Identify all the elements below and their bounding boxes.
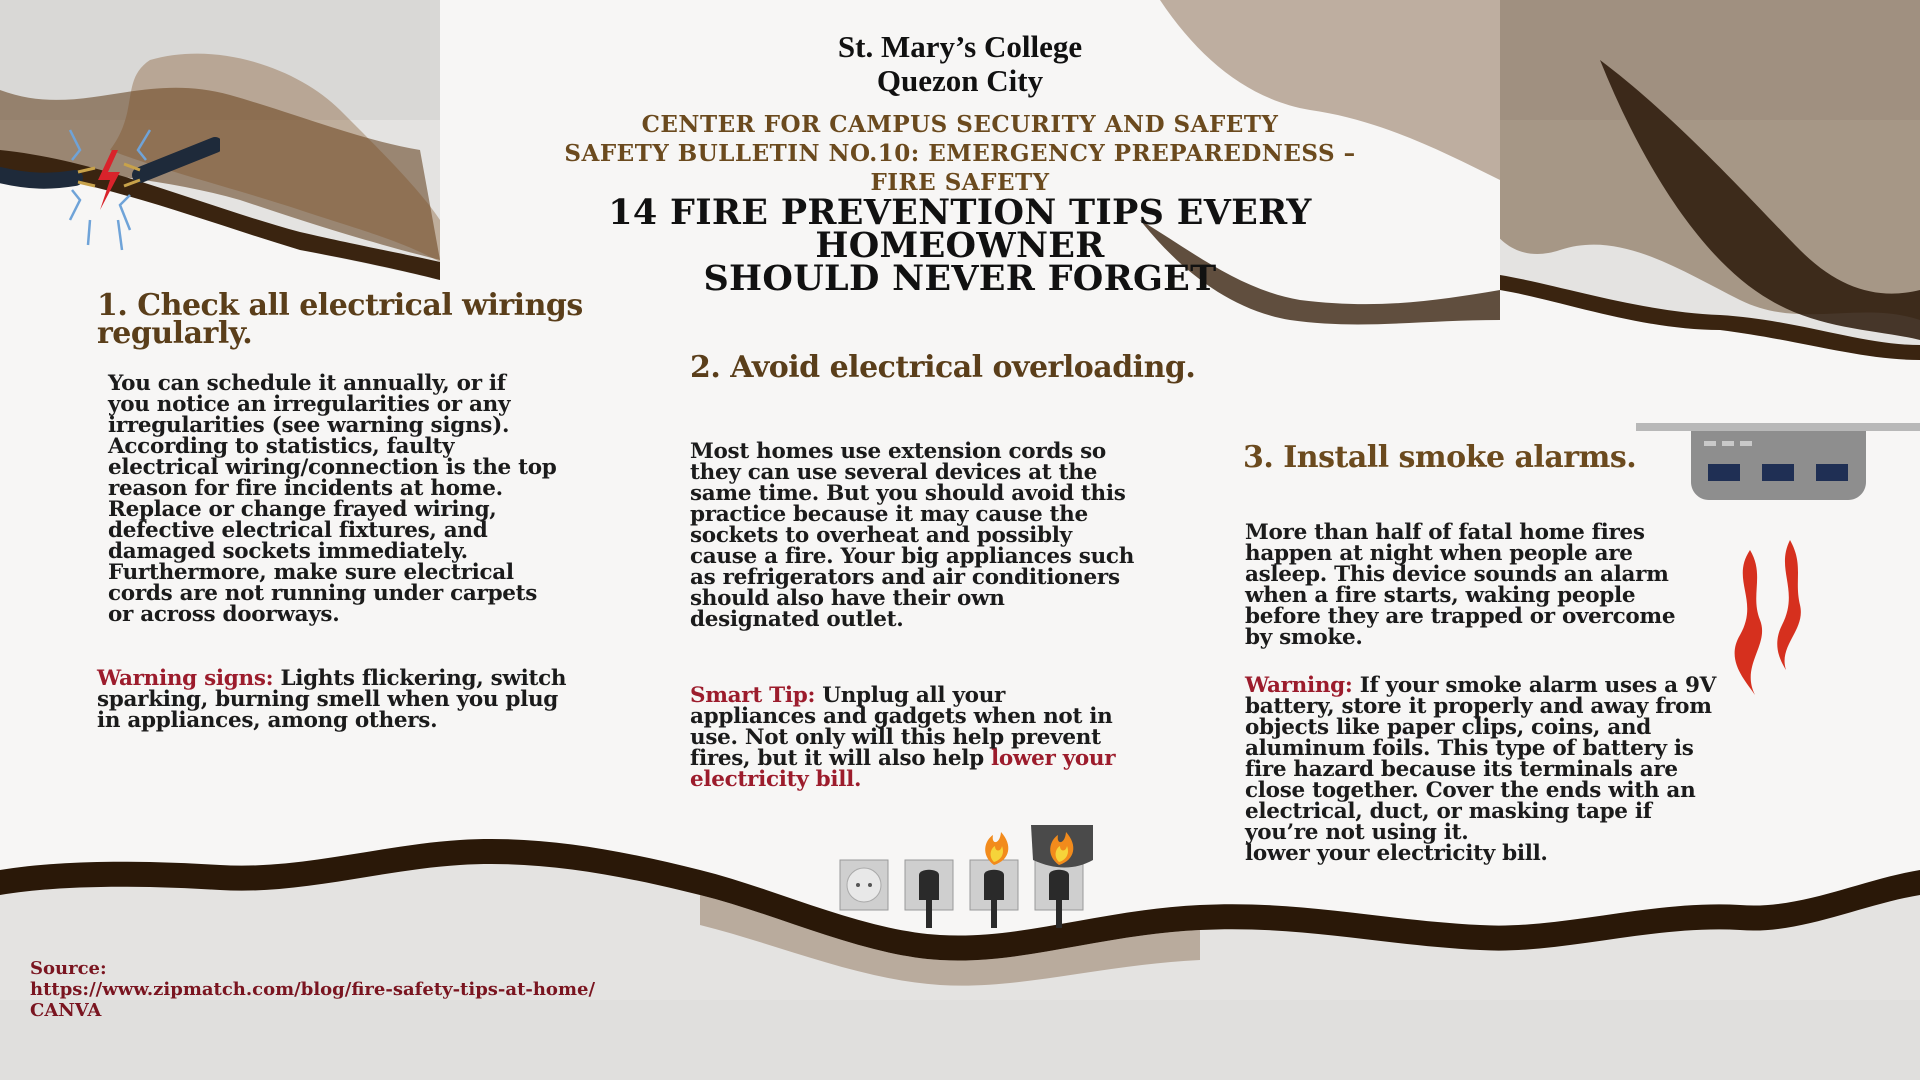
tip-3-body xyxy=(1245,522,1725,648)
page-title xyxy=(460,192,1460,299)
note-line: battery, store it properly and away from xyxy=(1245,694,1712,719)
title-line-2: SHOULD NEVER FORGET xyxy=(703,258,1217,299)
body-line: as refrigerators and air conditioners xyxy=(690,565,1120,590)
tip-3-heading: 3. Install smoke alarms. xyxy=(1243,440,1637,475)
note-line: fires, but it will also help xyxy=(690,746,991,771)
college-name: St. Mary’s College xyxy=(837,29,1083,64)
college-city: Quezon City xyxy=(876,63,1044,98)
note-line: you’re not using it. xyxy=(1245,820,1469,845)
note-line: aluminum foils. This type of battery is xyxy=(1245,736,1694,761)
college-header xyxy=(460,30,1460,98)
body-line: You can schedule it annually, or if xyxy=(108,371,506,396)
note-line: Lights flickering, switch xyxy=(273,666,567,691)
heat-wave-icon xyxy=(1720,540,1810,700)
body-line: you notice an irregularities or any xyxy=(108,392,511,417)
body-line: defective electrical fixtures, and xyxy=(108,518,488,543)
smoke-alarm-icon xyxy=(1636,420,1920,510)
body-line: when a fire starts, waking people xyxy=(1245,583,1636,608)
note-line: electrical, duct, or masking tape if xyxy=(1245,799,1652,824)
note-line: appliances and gadgets when not in xyxy=(690,704,1113,729)
source-url[interactable]: https://www.zipmatch.com/blog/fire-safety-tips-at-home/ xyxy=(30,979,596,1000)
tip-1-warning xyxy=(97,668,597,731)
body-line: or across doorways. xyxy=(108,602,340,627)
tip-2-smart-tip xyxy=(690,685,1160,790)
body-line: irregularities (see warning signs). xyxy=(108,413,510,438)
overloaded-sockets-icon xyxy=(835,820,1100,940)
body-line: designated outlet. xyxy=(690,607,904,632)
body-line: According to statistics, faulty xyxy=(108,434,455,459)
body-line: Furthermore, make sure electrical xyxy=(108,560,514,585)
tip-1-heading-line: regularly. xyxy=(97,316,253,351)
note-line: If your smoke alarm uses a 9V xyxy=(1352,673,1717,698)
note-line: close together. Cover the ends with an xyxy=(1245,778,1696,803)
body-line: before they are trapped or overcome xyxy=(1245,604,1676,629)
body-line: damaged sockets immediately. xyxy=(108,539,468,564)
body-line: Most homes use extension cords so xyxy=(690,439,1106,464)
note-line: use. Not only will this help prevent xyxy=(690,725,1101,750)
note-highlight: lower your xyxy=(990,746,1116,771)
body-line: they can use several devices at the xyxy=(690,460,1097,485)
note-line: fire hazard because its terminals are xyxy=(1245,757,1678,782)
body-line: electrical wiring/connection is the top xyxy=(108,455,557,480)
tip-1-heading-line: 1. Check all electrical wirings xyxy=(97,288,583,323)
source-citation xyxy=(30,958,595,1021)
tip-1-body xyxy=(108,373,568,625)
body-line: Replace or change frayed wiring, xyxy=(108,497,497,522)
warning-label: Warning: xyxy=(1245,673,1353,698)
body-line: reason for fire incidents at home. xyxy=(108,476,503,501)
note-line: in appliances, among others. xyxy=(97,708,438,733)
bulletin-header xyxy=(460,110,1460,197)
source-label: Source: xyxy=(30,958,107,979)
body-line: by smoke. xyxy=(1245,625,1363,650)
warning-label: Warning signs: xyxy=(97,666,274,691)
body-line: asleep. This device sounds an alarm xyxy=(1245,562,1669,587)
body-line: cause a fire. Your big appliances such xyxy=(690,544,1135,569)
tip-2-body xyxy=(690,441,1160,630)
source-credit: CANVA xyxy=(30,1000,102,1021)
tip-2-heading: 2. Avoid electrical overloading. xyxy=(690,350,1196,385)
note-line: Unplug all your xyxy=(815,683,1006,708)
body-line: cords are not running under carpets xyxy=(108,581,538,606)
note-line: lower your electricity bill. xyxy=(1245,841,1548,866)
tip-3-warning xyxy=(1245,675,1745,864)
note-line: sparking, burning smell when you plug xyxy=(97,687,559,712)
bulletin-topic: FIRE SAFETY xyxy=(870,169,1050,196)
note-highlight: electricity bill. xyxy=(690,767,862,792)
body-line: happen at night when people are xyxy=(1245,541,1633,566)
title-line-1: 14 FIRE PREVENTION TIPS EVERY HOMEOWNER xyxy=(608,192,1312,266)
electric-spark-icon xyxy=(0,120,220,270)
body-line: same time. But you should avoid this xyxy=(690,481,1126,506)
bulletin-number: SAFETY BULLETIN NO.10: EMERGENCY PREPAREDNESS – xyxy=(564,140,1356,167)
body-line: practice because it may cause the xyxy=(690,502,1088,527)
tip-1-heading xyxy=(97,288,583,351)
body-line: More than half of fatal home fires xyxy=(1245,520,1645,545)
body-line: should also have their own xyxy=(690,586,1005,611)
body-line: sockets to overheat and possibly xyxy=(690,523,1072,548)
note-line: objects like paper clips, coins, and xyxy=(1245,715,1651,740)
smart-tip-label: Smart Tip: xyxy=(690,683,816,708)
center-name: CENTER FOR CAMPUS SECURITY AND SAFETY xyxy=(641,111,1279,138)
